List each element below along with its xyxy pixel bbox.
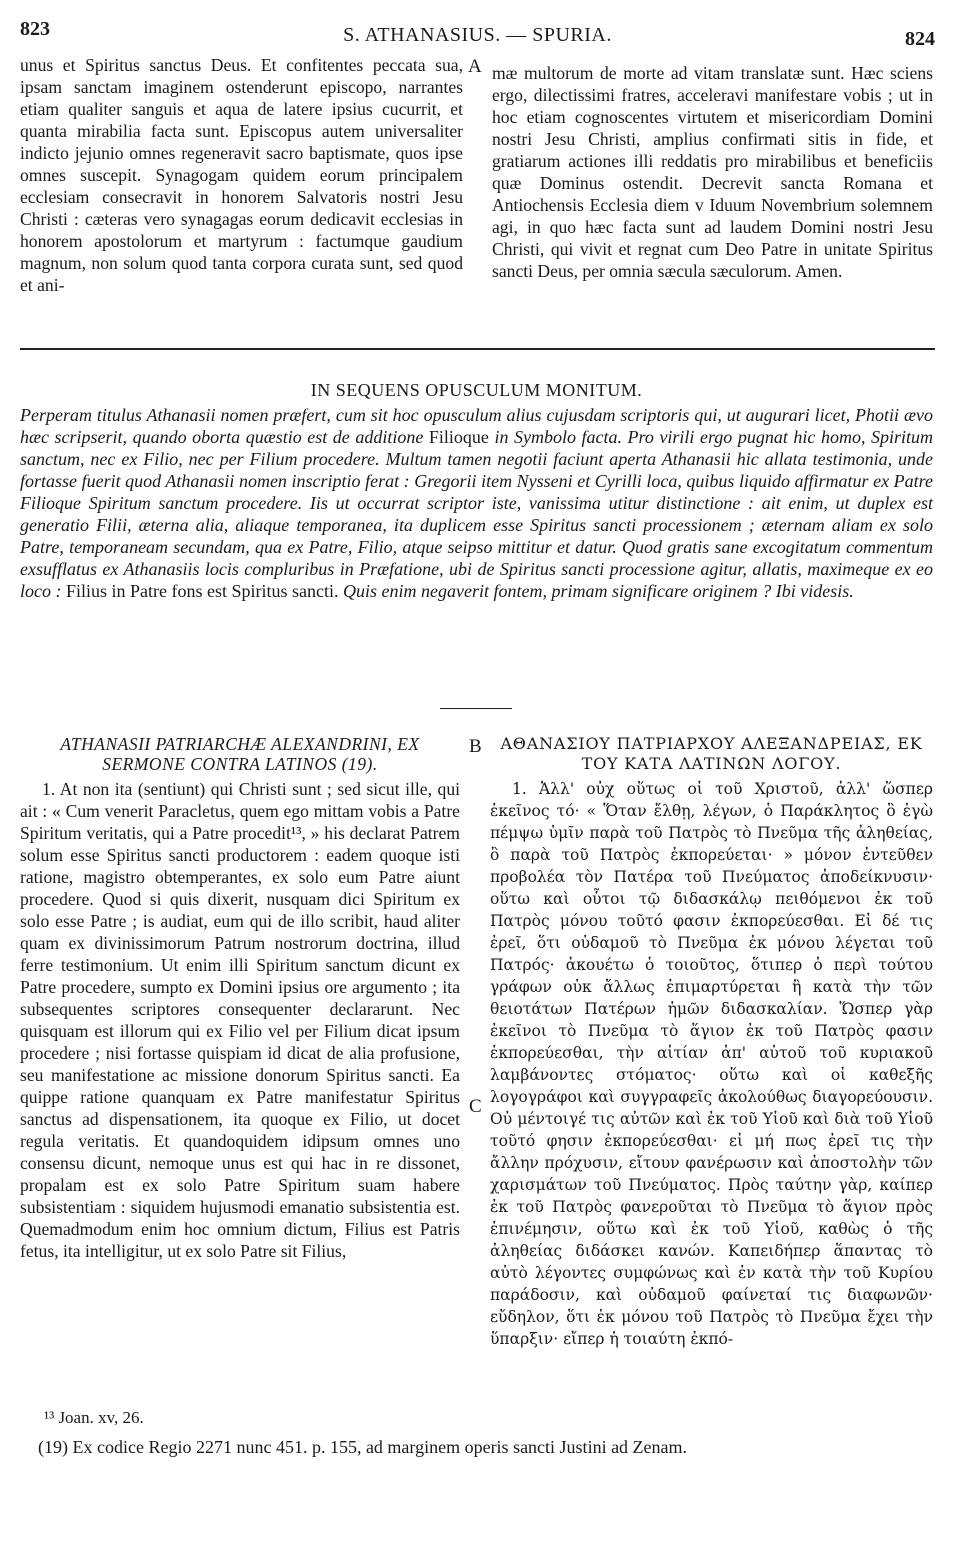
running-header: [20, 18, 935, 52]
monitum-filioque: Filioque: [428, 427, 489, 447]
section-divider-top: [20, 348, 935, 350]
margin-marker-c: C: [469, 1096, 482, 1117]
footnote-13: ¹³ Joan. xv, 26.: [44, 1408, 144, 1427]
monitum-quote: Filius in Patre fons est Spiritus sancti.: [65, 581, 339, 601]
monitum-title: IN SEQUENS OPUSCULUM MONITUM.: [310, 380, 643, 400]
greek-paragraph: 1. Ἀλλ' οὐχ οὕτως οἱ τοῦ Χριστοῦ, ἀλλ' ὥσπερ ἐκεῖνος τό· « Ὅταν ἔλθῃ, λέγων, ὁ Παράκλητος ὃ ἐγὼ πέμψω ὑμῖν παρὰ τοῦ Πατρὸς τὸ Πνεῦμα τῆς ἀληθείας, ὃ παρὰ τοῦ Πατρὸς ἐκπορεύεται· » μόνον ἐντεῦθεν προβολέα τὸν Πατέρα τοῦ Πνεύματος ἀποδείκνυσιν· οὕτω καὶ οὗτοι τῷ διδασκάλῳ πειθόμενοι ἐκ τοῦ Πατρὸς μόνου τοῦτό φασιν ἐκπορεύεσθαι. Εἰ δέ τις ἐρεῖ, ὅτι οὐδαμοῦ τὸ Πνεῦμα ἐκ μόνου λέγεται τοῦ Πατρός· ἀκουέτω ὁ τοιοῦτος, ὅτιπερ ὁ περὶ τούτου γράφων οὐκ ἄλλως ἐπιμαρτύρεται ἢ κατὰ τὴν τῶν θειοτάτων Πατέρων ἡμῶν διδασκαλίαν. Ὥσπερ γὰρ ἐκεῖνοι τὸ Πνεῦμα τὸ ἅγιον ἐκ τοῦ Πατρὸς φασιν ἐκπορεύεσθαι, τὴν αἰτίαν ἀπ' αὐτοῦ τοῦ κυριακοῦ λαμβάνοντες στόματος· οὕτω καὶ οἱ καθεξῆς λογογράφοι καὶ συγγραφεῖς ἀκολούθως διαγορεύουσιν. Οὐ μέντοιγέ τις αὐτῶν καὶ ἐκ τοῦ Υἱοῦ καὶ διὰ τοῦ Υἱοῦ τοῦτό φησιν ἐκπορεύεσθαι· εἰ μή πως ἐρεῖ τις τὴν ἄλλην πρόχυσιν, εἴτουν φανέρωσιν καὶ ἀποστολὴν τῶν χαρισμάτων τοῦ Πνεύματος. Πρὸς ταύτην γὰρ, καίπερ ἐκ τοῦ Πατρὸς φανεροῦται τὸ Πνεῦμα τὸ ἅγιον πρὸς ἐπινέμησιν, οὕτω καὶ ἐκ τοῦ Υἱοῦ, καθὼς ὁ τῆς ἀληθείας διδάσκει κανών. Καπειδήπερ ἅπαντας τὸ αὐτὸ λέγοντες συμφώνως καὶ ἐν κατὰ τὴν τοῦ Κυρίου παράδοσιν, καὶ οὐδαμοῦ φαίνεταί τις διαφωνῶν· εὔδηλον, ὅτι ἐκ μόνου τοῦ Πατρὸς τὸ Πνεῦμα ἔχει τὴν ὕπαρξιν· εἴπερ ἡ τοιαύτη ἐκπό-: [490, 780, 933, 1348]
footnote-19: (19) Ex codice Regio 2271 nunc 451. p. 155, ad marginem operis sancti Justini ad Zenam.: [38, 1437, 688, 1457]
monitum-text-1: Perperam titulus Athanasii nomen præfert, cum sit hoc opusculum alius cujusdam scriptoris qui, ut augurari licet, Photii ævo hæc scripserit, quando oborta quæstio est de additione: [20, 405, 933, 447]
top-left-column: [20, 54, 463, 296]
running-title: S. ATHANASIUS. — SPURIA.: [343, 24, 612, 46]
page-number-left: 823: [20, 18, 50, 40]
margin-marker-a: A: [468, 56, 482, 77]
top-left-paragraph: unus et Spiritus sanctus Deus. Et confitentes peccata sua, ipsam sanctam imaginem ostenderunt episcopo, narrantes etiam qualiter sanguis et aqua de latere ipsius cucurrit, et quanta mirabilia facta sunt. Episcopus autem universaliter indicto jejunio omnes regeneravit sacro baptismate, quos ipse omnes suscepit. Synagogam quidem eorum principalem ecclesiam consecravit in honorem Salvatoris nostri Jesu Christi : cæteras vero synagagas eorum dedicavit ecclesias in honorem apostolorum et martyrum : factumque gaudium magnum, non solum quod tanta corpora curata sunt, sed quod et ani-: [20, 55, 463, 295]
latin-paragraph: 1. At non ita (sentiunt) qui Christi sunt ; sed sicut ille, qui ait : « Cum venerit Paracletus, quem ego mittam vobis a Patre Spiritum veritatis, qui a Patre procedit¹³, » his declarat Patrem solum esse Spiritus sancti productorem : eadem quoque isti ratione, magistro obtemperantes, ex solo eum Patre aiunt procedere. Quod si quis dixerit, nusquam dici Spiritum ex solo esse Patre ; is audiat, eum qui de illo scribit, haud aliter quam ex divinissimorum Patrum nostrorum doctrina, illud ferre testimonium. Ut enim illi Spiritum sanctum dicunt ex Patre procedere, sumpto ex Domini ipsius ore argumento ; ita subsequentes scriptores consequenter declararunt. Nec quisquam est illorum qui ex Filio vel per Filium dicat ipsum procedere ; nisi fortasse quispiam id dicat de alia profusione, seu manifestatione ac missione donorum Spiritus sancti. Ea quippe ratione quanquam ex Patre manifestatur Spiritus sanctus ad dispensationem, ita quoque ex Filio, ut docet regula veritatis. Et quandoquidem idipsum omnes uno consensu dicunt, nemoque unus est qui hac in re dissonet, propalam est ex solo Patre Spiritum suam habere subsistentiam : siquidem hujusmodi emanatio subsistentia est. Quemadmodum enim hoc omnium dictum, Filius est Patris fetus, ita intelligitur, ut ex solo Patre sit Filius,: [20, 779, 460, 1261]
latin-heading: ATHANASII PATRIARCHÆ ALEXANDRINI, EX SERMONE CONTRA LATINOS (19).: [60, 734, 420, 774]
top-right-paragraph: mæ multorum de morte ad vitam translatæ sunt. Hæc sciens ergo, dilectissimi fratres, acceleravi manifestare vobis ; ut in hoc etiam cognoscentes virtutem et misericordiam Domini nostri Jesu Christi, amplius confirmati sitis in fide, et gratiarum actiones illi reddatis pro mirabilibus et beneficiis quæ Dominus ostendit. Decrevit sancta Romana et Antiochensis Ecclesia diem v Iduum Novembrium solemnem agi, in quo hæc facta sunt ad laudem Domini nostri Jesu Christi, qui vivit et regnat cum Deo Patre in unitate Spiritus sancti Deus, per omnia sæcula sæculorum. Amen.: [492, 63, 933, 281]
margin-marker-b: B: [469, 736, 482, 757]
top-right-column: [492, 62, 933, 282]
latin-column: [20, 734, 460, 1262]
greek-heading: ΑΘΑΝΑΣΙΟΥ ΠΑΤΡΙΑΡΧΟΥ ΑΛΕΞΑΝΔΡΕΙΑΣ, ΕΚ ΤΟΥ ΚΑΤΑ ΛΑΤΙΝΩΝ ΛΟΓΟΥ.: [500, 734, 923, 773]
monitum-text-2: in Symbolo facta. Pro virili ergo pugnat hic homo, Spiritum sanctum, nec ex Filio, nec per Filium procedere. Multum tamen negotii faciunt aperta Athanasii hic allata testimonia, unde fortasse fuerit quod Athanasii nomen inscriptio ferat : Gregorii item Nysseni et Cyrilli loca, quibus liquido affirmatur ex Patre Filioque Spiritum sanctum procedere. Iis ut occurrat scriptor iste, vanissima utitur distinctione : ait enim, ut duplex est generatio Filii, æterna alia, aliaque temporanea, ita duplicem esse Spiritus sancti processionem ; æternam aliam ex solo Patre, temporaneam secundam, qua ex Patre, Filio, atque seipso mittitur et datur. Quod gratis sane excogitatum commentum exsufflatus ex Athanasiis locis compluribus in Præfatione, ubi de Spiritus sancti processione agitur, allatis, maximeque ex eo loco :: [20, 427, 933, 601]
monitum-text-3: Quis enim negaverit fontem, primam significare originem ? Ibi videsis.: [338, 581, 854, 601]
greek-column: [490, 734, 933, 1350]
monitum-paragraph: [20, 404, 933, 602]
section-divider-middle: [440, 708, 512, 709]
page-number-right: 824: [905, 28, 935, 50]
